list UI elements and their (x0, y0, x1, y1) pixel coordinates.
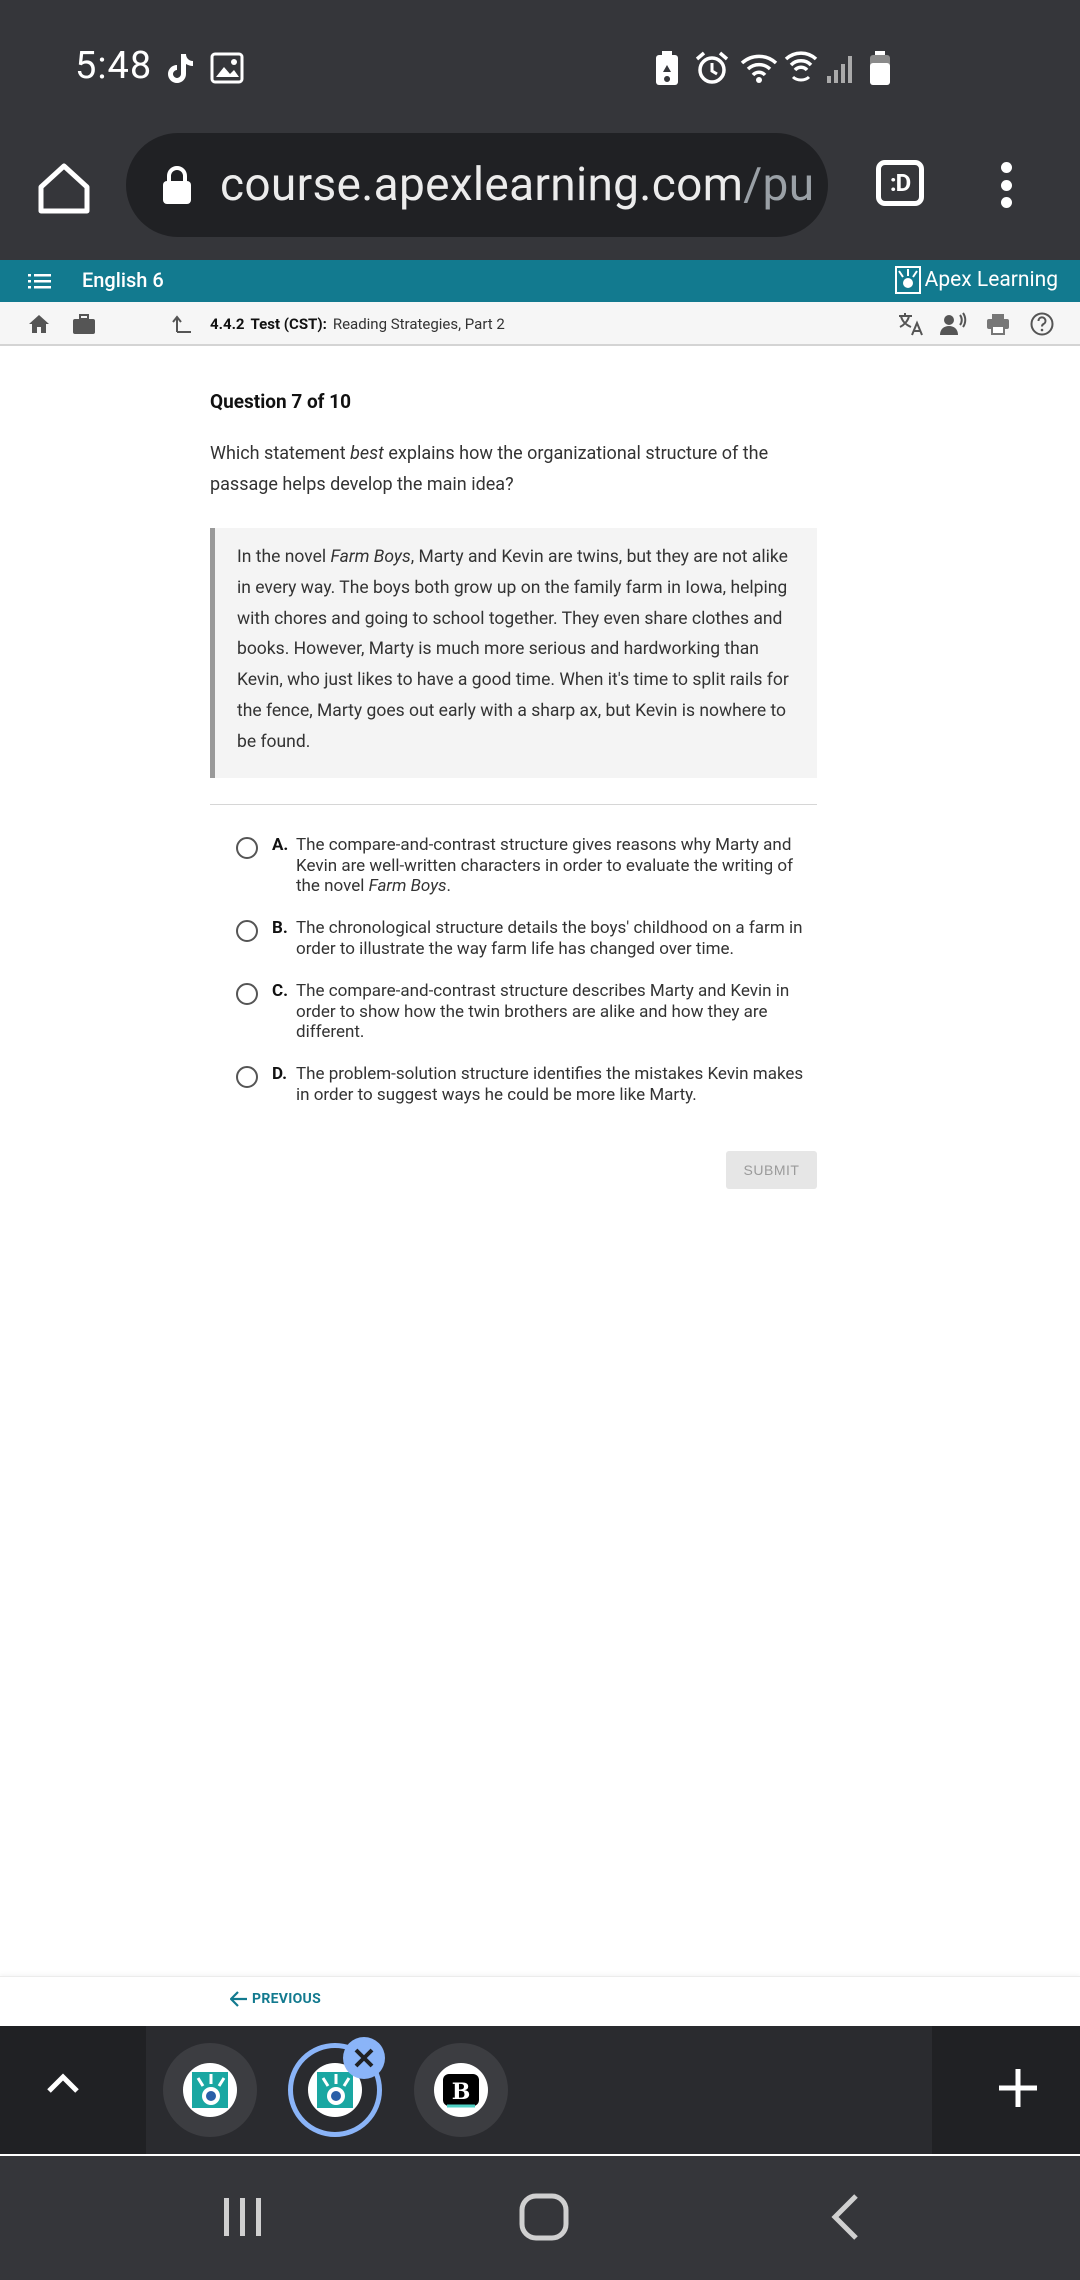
print-icon[interactable] (986, 313, 1010, 339)
activity-title: Reading Strategies, Part 2 (332, 315, 505, 333)
option-letter: A. (272, 835, 289, 855)
radio-button[interactable] (236, 1066, 258, 1088)
submit-button[interactable]: SUBMIT (726, 1151, 817, 1189)
radio-button[interactable] (236, 983, 258, 1005)
option-text: The problem-solution structure identifies the mistakes Kevin makes in order to suggest ways he could be more like Marty. (296, 1064, 804, 1105)
radio-button[interactable] (236, 920, 258, 942)
signal-icon (826, 48, 856, 88)
status-time: 5:48 (75, 44, 153, 88)
divider (210, 804, 817, 805)
wifi-icon (740, 48, 778, 88)
apex-logo (895, 266, 1058, 294)
question-prompt: Which statement best explains how the organizational structure of the passage helps develop the main idea? (210, 443, 769, 495)
apex-learning-favicon (183, 2063, 237, 2117)
course-title[interactable]: English 6 (82, 268, 164, 292)
hotspot-icon (784, 48, 818, 88)
tab-strip (0, 2026, 1080, 2154)
home-nav-button-icon[interactable] (518, 2192, 570, 2246)
activity-number: 4.4.2 (210, 315, 245, 333)
battery-saver-icon (654, 48, 680, 88)
browser-toolbar (0, 130, 1080, 260)
apex-header (0, 260, 1080, 302)
reading-passage: In the novel Farm Boys, Marty and Kevin are twins, but they are not alike in every way. The boys both grow up on the family farm in Iowa, helping with chores and going to school together. They even share clothes and books. However, Marty is much more serious and hardworking than Kevin, who just likes to have a good time. When it's time to split rails for the fence, Marty goes out early with a sharp ax, but Kevin is nowhere to be found. (210, 528, 817, 778)
help-icon[interactable] (1030, 312, 1054, 340)
address-bar[interactable] (126, 133, 828, 237)
svg-text:B: B (451, 2079, 471, 2105)
lock-icon (162, 165, 192, 205)
activity-nav (0, 302, 1080, 346)
status-bar (0, 0, 1080, 130)
option-text: The compare-and-contrast structure describes Marty and Kevin in order to show how the twin brothers are alike and how they are different. (296, 981, 790, 1042)
option-text: The chronological structure details the boys' childhood on a farm in order to illustrate the way farm life has changed over time. (296, 918, 803, 959)
answer-option-a[interactable] (236, 835, 816, 897)
battery-icon (868, 48, 892, 88)
option-text: The compare-and-contrast structure gives reasons why Marty and Kevin are well-written characters in order to evaluate the writing of the novel Farm Boys. (296, 835, 794, 896)
option-letter: B. (272, 918, 288, 938)
system-nav-bar (0, 2156, 1080, 2280)
translate-icon[interactable] (898, 312, 924, 340)
breadcrumb (210, 315, 505, 333)
tab-thumbnail[interactable] (163, 2043, 257, 2137)
answer-option-c[interactable] (236, 981, 816, 1043)
read-aloud-icon[interactable] (940, 312, 968, 340)
question-counter: Question 7 of 10 (210, 390, 351, 413)
new-tab-icon[interactable] (996, 2066, 1040, 2114)
menu-list-icon[interactable] (28, 271, 52, 295)
activity-type: Test (CST): (250, 315, 327, 333)
tab-switcher-button[interactable]: :D (876, 160, 924, 206)
answer-option-b[interactable] (236, 918, 816, 959)
home-icon[interactable] (35, 160, 93, 218)
close-tab-icon[interactable] (343, 2037, 385, 2079)
url-text: course.apexlearning.com/pu (220, 158, 815, 212)
brainly-favicon (434, 2063, 488, 2117)
gallery-icon (210, 48, 244, 88)
home-nav-icon[interactable] (28, 314, 50, 338)
alarm-icon (694, 48, 730, 88)
apex-logo-icon (895, 266, 921, 294)
more-options-icon[interactable] (997, 162, 1015, 208)
radio-button[interactable] (236, 837, 258, 859)
arrow-left-icon (230, 1991, 248, 2007)
page-footer (0, 1976, 1080, 2026)
option-letter: D. (272, 1064, 288, 1084)
briefcase-icon[interactable] (72, 314, 96, 339)
previous-button[interactable] (230, 1991, 321, 2007)
back-icon[interactable] (826, 2192, 866, 2246)
chevron-up-icon[interactable] (46, 2072, 80, 2098)
apex-brand-text: Apex Learning (924, 268, 1058, 292)
option-letter: C. (272, 981, 289, 1001)
tab-thumbnail[interactable] (414, 2043, 508, 2137)
answer-option-d[interactable] (236, 1064, 816, 1105)
tiktok-icon (166, 48, 194, 88)
previous-label: PREVIOUS (252, 1991, 322, 2007)
up-level-icon[interactable] (172, 314, 192, 338)
recent-apps-icon[interactable] (218, 2192, 268, 2246)
